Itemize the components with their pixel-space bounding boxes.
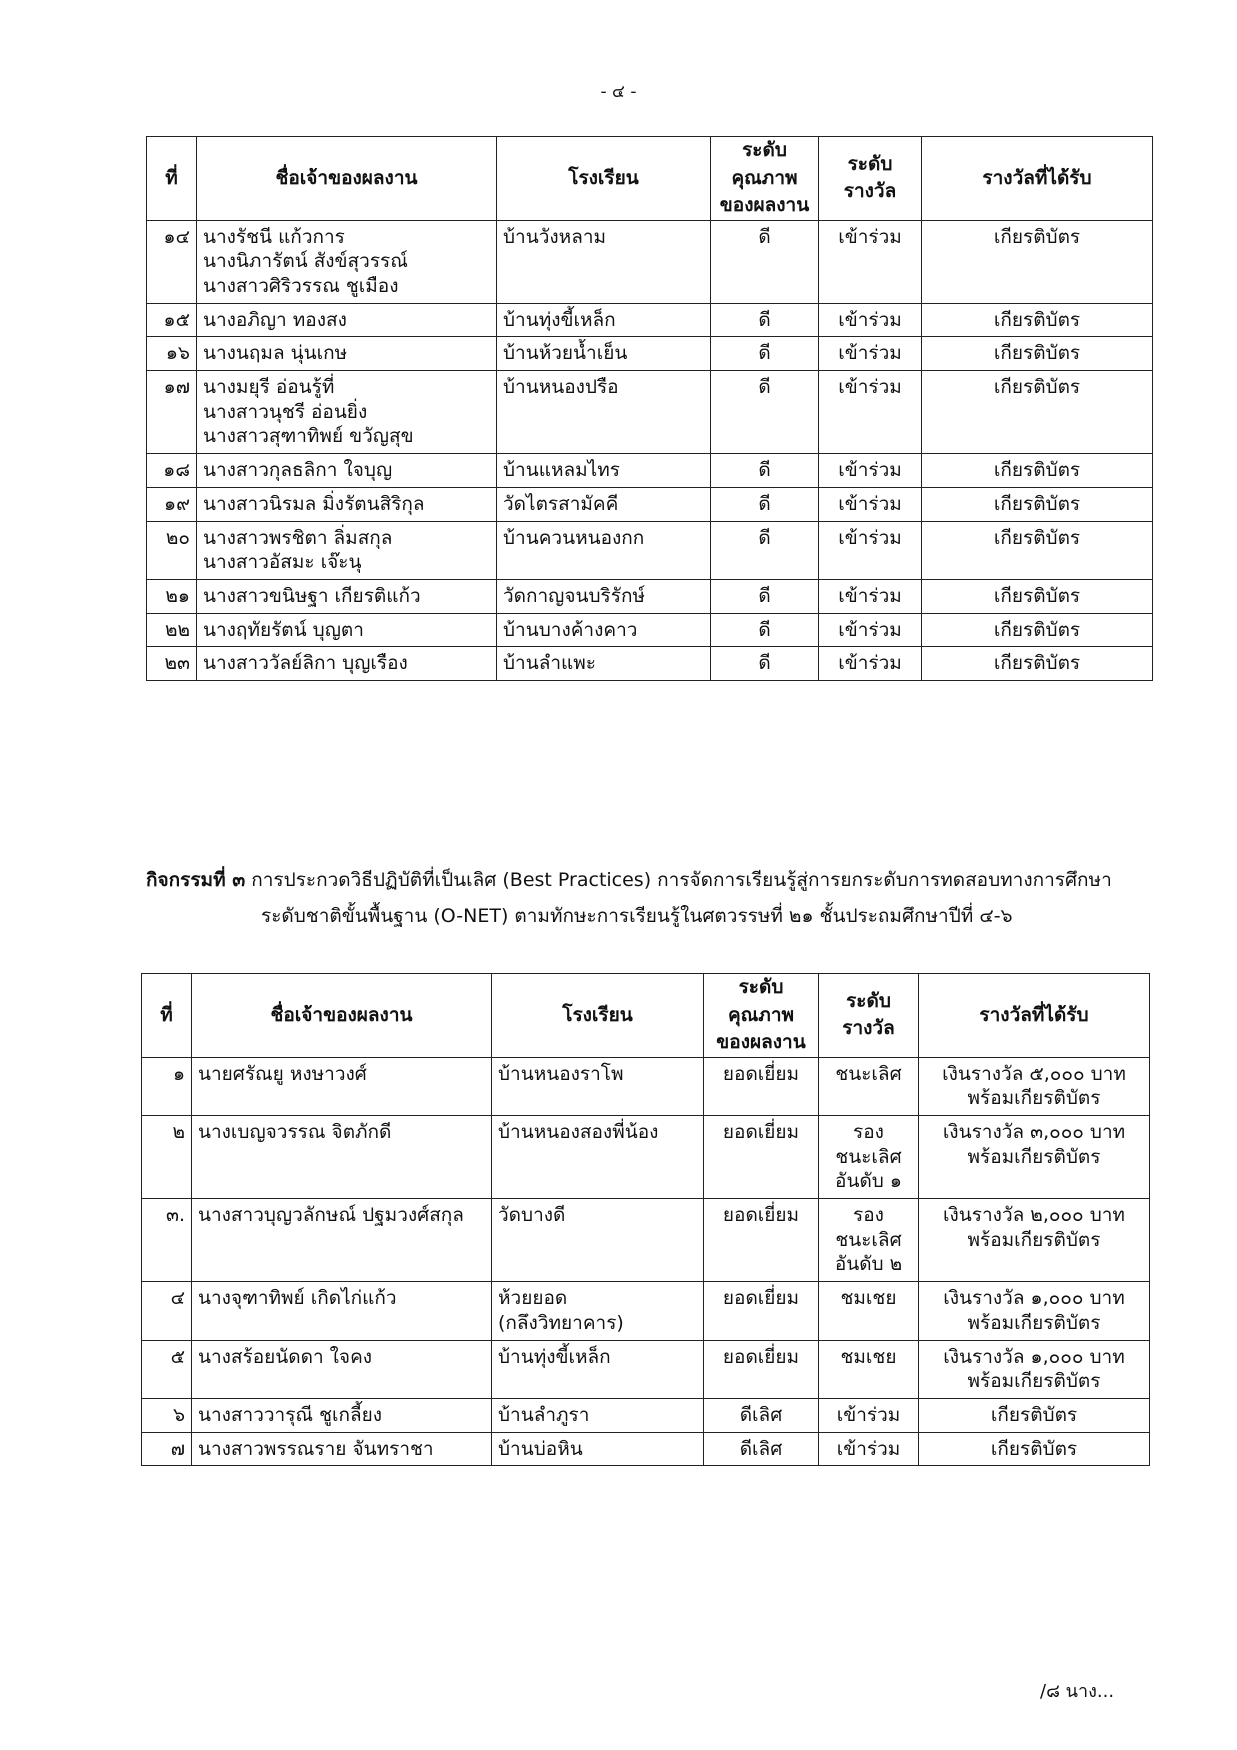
school-name <box>492 1199 704 1282</box>
continuation-footer: /๘ นาง... <box>1040 1681 1115 1702</box>
owner-names <box>192 1282 492 1340</box>
award-level: เข้าร่วม <box>819 371 922 454</box>
award-level-line: ชมเชย <box>840 1345 897 1368</box>
awards-table-2 <box>141 973 1150 1466</box>
header-level: ระดับ รางวัล <box>819 974 919 1058</box>
table-row <box>147 579 1153 613</box>
award-received: เกียรติบัตร <box>922 487 1153 521</box>
award-received: เกียรติบัตร <box>922 647 1153 681</box>
award-level-line: ชมเชย <box>840 1287 897 1310</box>
owner-names-line: นางสาวอัสมะ เจ๊ะนุ <box>203 551 362 574</box>
quality-level: ดี <box>711 579 819 613</box>
school-name: บ้านหนองปรือ <box>497 371 711 454</box>
award-level-line: ชนะเลิศ <box>835 1145 902 1168</box>
table-row <box>142 1199 1150 1282</box>
award-level: เข้าร่วม <box>819 487 922 521</box>
row-number: ๑๗ <box>147 371 197 454</box>
quality-level: ดีเลิศ <box>704 1432 819 1466</box>
activity-3-line1: การประกวดวิธีปฏิบัติที่เป็นเลิศ (Best Practices) การจัดการเรียนรู้สู่การยกระดับการทดสอบทางการศึกษา <box>251 869 1112 891</box>
owner-names-line: นางสร้อยนัดดา ใจคง <box>198 1345 373 1368</box>
table-row <box>147 454 1153 488</box>
header-owner: ชื่อเจ้าของผลงาน <box>197 137 497 221</box>
award-received <box>919 1116 1150 1199</box>
row-number: ๖ <box>142 1398 192 1432</box>
school-name: บ้านบางค้างคาว <box>497 613 711 647</box>
award-level: เข้าร่วม <box>819 647 922 681</box>
award-level: เข้าร่วม <box>819 303 922 337</box>
award-level-line: อันดับ ๒ <box>834 1253 903 1276</box>
award-received-line: เงินรางวัล ๑,๐๐๐ บาท <box>943 1287 1125 1310</box>
owner-names <box>192 1432 492 1466</box>
row-number: ๑๙ <box>147 487 197 521</box>
owner-names-line: นางสาวพรชิตา ลิ่มสกุล <box>203 526 393 549</box>
table-row <box>142 1340 1150 1398</box>
row-number: ๑๕ <box>147 303 197 337</box>
owner-names-line: นางสาวศิริวรรณ ชูเมือง <box>203 275 399 298</box>
award-level-line: รอง <box>853 1204 884 1227</box>
award-level: เข้าร่วม <box>819 454 922 488</box>
award-received: เกียรติบัตร <box>922 337 1153 371</box>
table-row <box>147 220 1153 303</box>
header-quality: ระดับ คุณภาพ ของผลงาน <box>704 974 819 1058</box>
owner-names-line: นางสาวขนิษฐา เกียรติแก้ว <box>203 584 421 607</box>
owner-names-line: นางสาวสุฑาทิพย์ ขวัญสุข <box>203 425 414 448</box>
quality-level: ดี <box>711 647 819 681</box>
owner-names-line: นางเบญจวรรณ จิตภักดี <box>198 1121 392 1144</box>
header-school: โรงเรียน <box>492 974 704 1058</box>
row-number: ๒๒ <box>147 613 197 647</box>
school-name: บ้านห้วยน้ำเย็น <box>497 337 711 371</box>
activity-3-heading <box>146 862 1146 934</box>
award-received <box>919 1057 1150 1115</box>
owner-names <box>197 454 497 488</box>
award-level <box>819 1340 919 1398</box>
owner-names <box>197 220 497 303</box>
school-name <box>492 1340 704 1398</box>
owner-names-line: นางสาววัลย์ลิกา บุญเรือง <box>203 652 408 675</box>
award-received-line: พร้อมเกียรติบัตร <box>967 1370 1101 1393</box>
award-received <box>919 1340 1150 1398</box>
school-name <box>492 1057 704 1115</box>
quality-level: ดี <box>711 220 819 303</box>
school-name: บ้านควนหนองกก <box>497 521 711 579</box>
award-level-line: เข้าร่วม <box>836 1403 901 1426</box>
quality-level: ดี <box>711 371 819 454</box>
award-received: เกียรติบัตร <box>922 521 1153 579</box>
owner-names-line: นางสาววารุณี ชูเกลี้ยง <box>198 1403 383 1426</box>
owner-names-line: นางอภิญา ทองสง <box>203 308 347 331</box>
award-received-line: เกียรติบัตร <box>990 1403 1078 1426</box>
header-award: รางวัลที่ได้รับ <box>922 137 1153 221</box>
row-number: ๕ <box>142 1340 192 1398</box>
school-name: บ้านแหลมไทร <box>497 454 711 488</box>
award-level-line: ชนะเลิศ <box>835 1062 902 1085</box>
award-received: เกียรติบัตร <box>922 613 1153 647</box>
award-level-line: ชนะเลิศ <box>835 1228 902 1251</box>
owner-names <box>192 1116 492 1199</box>
quality-level: ยอดเยี่ยม <box>704 1199 819 1282</box>
award-level: เข้าร่วม <box>819 613 922 647</box>
row-number: ๗ <box>142 1432 192 1466</box>
table-row <box>147 371 1153 454</box>
award-received-line: เงินรางวัล ๕,๐๐๐ บาท <box>942 1062 1126 1085</box>
header-award: รางวัลที่ได้รับ <box>919 974 1150 1058</box>
owner-names <box>192 1199 492 1282</box>
school-name: วัดกาญจนบริรักษ์ <box>497 579 711 613</box>
row-number: ๒๓ <box>147 647 197 681</box>
table-header-row <box>142 974 1150 1058</box>
table-row <box>147 613 1153 647</box>
school-name <box>492 1282 704 1340</box>
award-received <box>919 1199 1150 1282</box>
header-quality: ระดับ คุณภาพ ของผลงาน <box>711 137 819 221</box>
award-level-line: รอง <box>853 1121 884 1144</box>
owner-names-line: นางสาวนิรมล มิ่งรัตนสิริกุล <box>203 492 425 515</box>
award-received: เกียรติบัตร <box>922 454 1153 488</box>
table-row <box>147 487 1153 521</box>
row-number: ๓. <box>142 1199 192 1282</box>
award-level <box>819 1116 919 1199</box>
page-number: - ๔ - <box>600 82 637 102</box>
table-row <box>142 1282 1150 1340</box>
owner-names-line: นางสาวพรรณราย จันทราชา <box>198 1437 434 1460</box>
quality-level: ดี <box>711 521 819 579</box>
table-row <box>147 337 1153 371</box>
row-number: ๑๘ <box>147 454 197 488</box>
award-level <box>819 1057 919 1115</box>
quality-level: ยอดเยี่ยม <box>704 1340 819 1398</box>
award-received-line: เงินรางวัล ๓,๐๐๐ บาท <box>942 1121 1126 1144</box>
award-level-line: เข้าร่วม <box>836 1437 901 1460</box>
owner-names-line: นางสาวกุลธลิกา ใจบุญ <box>203 459 393 482</box>
owner-names <box>197 647 497 681</box>
school-name-line: วัดบางดี <box>498 1204 566 1227</box>
header-no: ที่ <box>147 137 197 221</box>
quality-level: ยอดเยี่ยม <box>704 1116 819 1199</box>
owner-names <box>197 371 497 454</box>
school-name <box>492 1432 704 1466</box>
awards-table-1 <box>146 136 1153 681</box>
owner-names-line: นางมยุรี อ่อนรู้ที่ <box>203 376 335 399</box>
award-received-line: เงินรางวัล ๑,๐๐๐ บาท <box>943 1345 1125 1368</box>
owner-names-line: นางสาวนุชรี อ่อนยิ่ง <box>203 400 368 423</box>
table-1-body <box>147 220 1153 680</box>
award-level <box>819 1398 919 1432</box>
award-level: เข้าร่วม <box>819 579 922 613</box>
award-received: เกียรติบัตร <box>922 579 1153 613</box>
award-received <box>919 1432 1150 1466</box>
owner-names <box>197 303 497 337</box>
table-row <box>142 1116 1150 1199</box>
school-name-line: บ้านลำภูรา <box>498 1403 590 1426</box>
award-level: เข้าร่วม <box>819 337 922 371</box>
award-received-line: พร้อมเกียรติบัตร <box>967 1087 1101 1110</box>
row-number: ๒ <box>142 1116 192 1199</box>
owner-names <box>197 521 497 579</box>
owner-names <box>192 1340 492 1398</box>
header-no: ที่ <box>142 974 192 1058</box>
table-2-body <box>142 1057 1150 1466</box>
activity-3-label: กิจกรรมที่ ๓ <box>146 869 246 891</box>
row-number: ๒๐ <box>147 521 197 579</box>
table-header-row <box>147 137 1153 221</box>
school-name <box>492 1398 704 1432</box>
owner-names <box>197 579 497 613</box>
row-number: ๑๔ <box>147 220 197 303</box>
header-school: โรงเรียน <box>497 137 711 221</box>
owner-names-line: นายศรัณยู หงษาวงศ์ <box>198 1062 367 1085</box>
table-row <box>147 521 1153 579</box>
award-level <box>819 1282 919 1340</box>
row-number: ๒๑ <box>147 579 197 613</box>
owner-names <box>192 1398 492 1432</box>
activity-3-line2: ระดับชาติขั้นพื้นฐาน (O-NET) ตามทักษะการเรียนรู้ในศตวรรษที่ ๒๑ ชั้นประถมศึกษาปีที่ ๔-๖ <box>261 905 1013 927</box>
owner-names <box>197 337 497 371</box>
school-name: วัดไตรสามัคคี <box>497 487 711 521</box>
header-owner: ชื่อเจ้าของผลงาน <box>192 974 492 1058</box>
award-received-line: พร้อมเกียรติบัตร <box>967 1228 1101 1251</box>
owner-names-line: นางนฤมล นุ่นเกษ <box>203 342 348 365</box>
owner-names-line: นางนิภารัตน์ สังข์สุวรรณ์ <box>203 250 408 273</box>
table-row <box>147 647 1153 681</box>
award-level: เข้าร่วม <box>819 220 922 303</box>
quality-level: ดี <box>711 303 819 337</box>
award-level-line: อันดับ ๑ <box>835 1170 902 1193</box>
award-received-line: เงินรางวัล ๒,๐๐๐ บาท <box>943 1204 1125 1227</box>
quality-level: ยอดเยี่ยม <box>704 1057 819 1115</box>
row-number: ๔ <box>142 1282 192 1340</box>
row-number: ๑ <box>142 1057 192 1115</box>
school-name-line: บ้านหนองสองพี่น้อง <box>498 1121 659 1144</box>
table-row <box>142 1057 1150 1115</box>
award-received-line: พร้อมเกียรติบัตร <box>967 1145 1101 1168</box>
award-received <box>919 1398 1150 1432</box>
owner-names-line: นางรัชนี แก้วการ <box>203 225 345 248</box>
award-received: เกียรติบัตร <box>922 220 1153 303</box>
owner-names <box>192 1057 492 1115</box>
quality-level: ดี <box>711 487 819 521</box>
owner-names <box>197 487 497 521</box>
school-name-line: บ้านบ่อหิน <box>498 1437 583 1460</box>
award-received-line: พร้อมเกียรติบัตร <box>967 1311 1101 1334</box>
school-name: บ้านวังหลาม <box>497 220 711 303</box>
school-name <box>492 1116 704 1199</box>
school-name-line: ห้วยยอด <box>498 1287 568 1310</box>
award-received: เกียรติบัตร <box>922 371 1153 454</box>
row-number: ๑๖ <box>147 337 197 371</box>
award-level: เข้าร่วม <box>819 521 922 579</box>
quality-level: ดี <box>711 454 819 488</box>
award-received <box>919 1282 1150 1340</box>
owner-names-line: นางสาวบุญวลักษณ์ ปฐมวงศ์สกุล <box>198 1204 464 1227</box>
quality-level: ดีเลิศ <box>704 1398 819 1432</box>
award-level <box>819 1199 919 1282</box>
school-name-line: บ้านหนองราโพ <box>498 1062 624 1085</box>
owner-names-line: นางฤทัยรัตน์ บุญตา <box>203 618 364 641</box>
table-row <box>142 1432 1150 1466</box>
school-name: บ้านลำแพะ <box>497 647 711 681</box>
owner-names-line: นางจุฑาทิพย์ เกิดไก่แก้ว <box>198 1287 397 1310</box>
school-name-line: (กลึงวิทยาคาร) <box>498 1311 624 1334</box>
quality-level: ดี <box>711 337 819 371</box>
quality-level: ยอดเยี่ยม <box>704 1282 819 1340</box>
award-received-line: เกียรติบัตร <box>990 1437 1078 1460</box>
award-received: เกียรติบัตร <box>922 303 1153 337</box>
award-level <box>819 1432 919 1466</box>
quality-level: ดี <box>711 613 819 647</box>
school-name: บ้านทุ่งขี้เหล็ก <box>497 303 711 337</box>
school-name-line: บ้านทุ่งขี้เหล็ก <box>498 1345 611 1368</box>
table-row <box>142 1398 1150 1432</box>
owner-names <box>197 613 497 647</box>
header-level: ระดับ รางวัล <box>819 137 922 221</box>
table-row <box>147 303 1153 337</box>
